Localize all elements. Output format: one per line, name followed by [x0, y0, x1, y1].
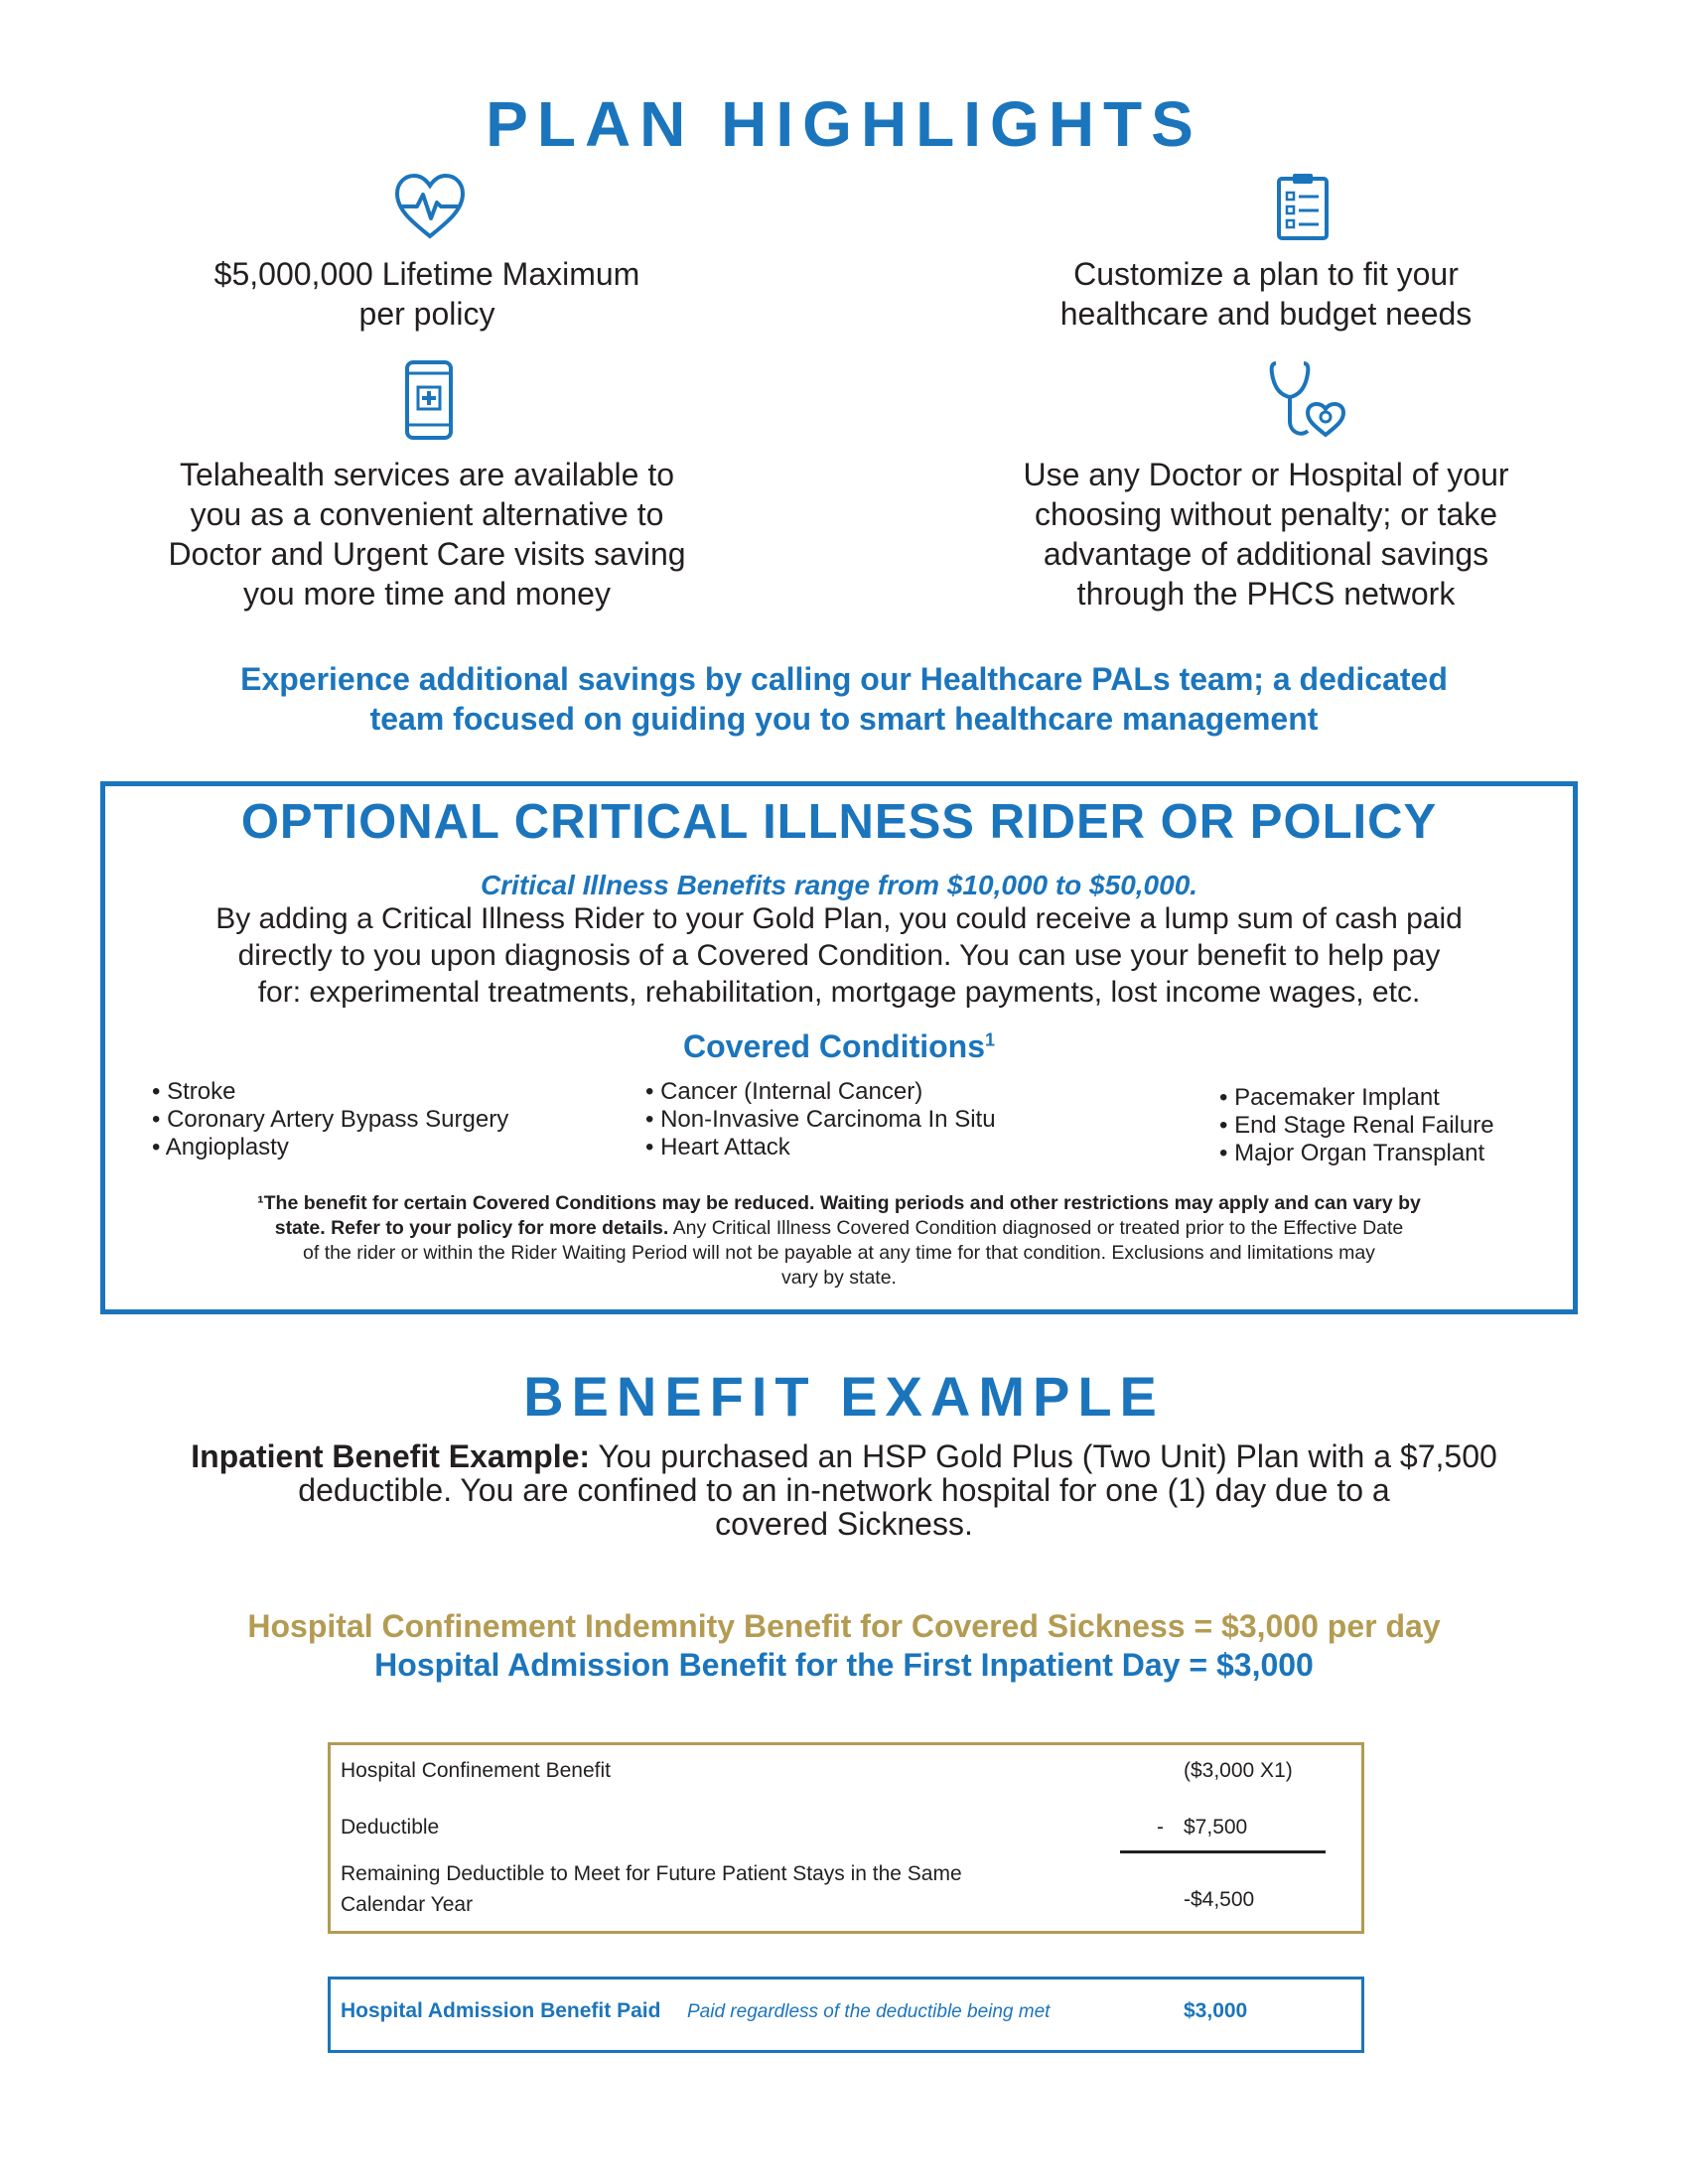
confinement-indemnity-line: Hospital Confinement Indemnity Benefit for Covered Sickness = $3,000 per day [247, 1608, 1441, 1644]
critical-illness-description: By adding a Critical Illness Rider to your Gold Plan, you could receive a lump sum of cash paid directly to you upon diagnosis of a Covered Condition. You can use your benefit to help pay for: experimental treatments, rehabilitation, mortgage payments, lost income wages, etc. [215, 902, 1463, 1009]
sum-divider [1120, 1850, 1326, 1853]
critical-illness-footnote: ¹The benefit for certain Covered Conditions may be reduced. Waiting periods and other restrictions may apply and can vary by state. Refer to your policy for more details. Any Critical Illness Covered Condition diagnosed or treated prior to the Effective Date of the rider or within the Rider Waiting Period will not be payable at any time for that condition. Exclusions and limitations may vary by state. [257, 1192, 1421, 1289]
list-item: • Heart Attack [645, 1134, 996, 1161]
list-item: • Angioplasty [152, 1134, 508, 1161]
confinement-benefit-label: Hospital Confinement Benefit [341, 1759, 611, 1782]
critical-illness-subtitle: Critical Illness Benefits range from $10,000 to $50,000. [480, 870, 1198, 900]
list-item: • Coronary Artery Bypass Surgery [152, 1106, 508, 1134]
list-item: • Cancer (Internal Cancer) [645, 1078, 996, 1106]
healthcare-pals-callout: Experience additional savings by calling our Healthcare PALs team; a dedicated team focused on guiding you to smart healthcare management [240, 661, 1448, 737]
deductible-label: Deductible [341, 1816, 440, 1839]
remaining-deductible-label: Remaining Deductible to Meet for Future Patient Stays in the Same Calendar Year [341, 1862, 962, 1916]
heart-pulse-icon [393, 173, 467, 242]
admission-paid-note: Paid regardless of the deductible being met [687, 2001, 1051, 2022]
highlight-any-doctor: Use any Doctor or Hospital of your choosing without penalty; or take advantage of additional savings through the PHCS network [1023, 457, 1509, 612]
admission-benefit-line: Hospital Admission Benefit for the First Inpatient Day = $3,000 [374, 1647, 1314, 1683]
deductible-value: $7,500 [1184, 1816, 1248, 1839]
list-item: • Non-Invasive Carcinoma In Situ [645, 1106, 996, 1134]
conditions-column-3 [1219, 1084, 1494, 1167]
highlight-customize-plan: Customize a plan to fit your healthcare and budget needs [1059, 256, 1473, 332]
list-item: • End Stage Renal Failure [1219, 1112, 1494, 1140]
list-item: • Stroke [152, 1078, 508, 1106]
admission-paid-label: Hospital Admission Benefit Paid [341, 1999, 661, 2022]
benefit-example-title: BENEFIT EXAMPLE [523, 1365, 1165, 1428]
admission-paid-amount: $3,000 [1184, 1999, 1248, 2022]
conditions-column-1 [152, 1078, 508, 1161]
plan-highlights-title: PLAN HIGHLIGHTS [486, 88, 1202, 160]
list-item: • Major Organ Transplant [1219, 1140, 1494, 1167]
phone-medical-cross-icon [404, 359, 454, 441]
critical-illness-title: OPTIONAL CRITICAL ILLNESS RIDER OR POLICY [240, 795, 1438, 849]
covered-conditions-title: Covered Conditions$^1$ [682, 1028, 996, 1064]
highlight-telehealth: Telahealth services are available to you as a convenient alternative to Doctor and Urgent Care visits saving you more time and money [168, 457, 686, 612]
remaining-deductible-value: -$4,500 [1184, 1888, 1255, 1911]
confinement-benefit-value: ($3,000 X1) [1184, 1759, 1293, 1782]
deductible-sign: - [1157, 1816, 1164, 1839]
list-item: • Pacemaker Implant [1219, 1084, 1494, 1112]
conditions-column-2 [645, 1078, 996, 1161]
benefit-example-text: Inpatient Benefit Example: You purchased an HSP Gold Plus (Two Unit) Plan with a $7,500 deductible. You are confined to an in-network hospital for one (1) day due to a covered Sickness. [191, 1438, 1497, 1542]
stethoscope-heart-icon [1268, 359, 1347, 443]
clipboard-checklist-icon [1275, 171, 1331, 242]
highlight-lifetime-max: $5,000,000 Lifetime Maximum per policy [213, 256, 640, 332]
